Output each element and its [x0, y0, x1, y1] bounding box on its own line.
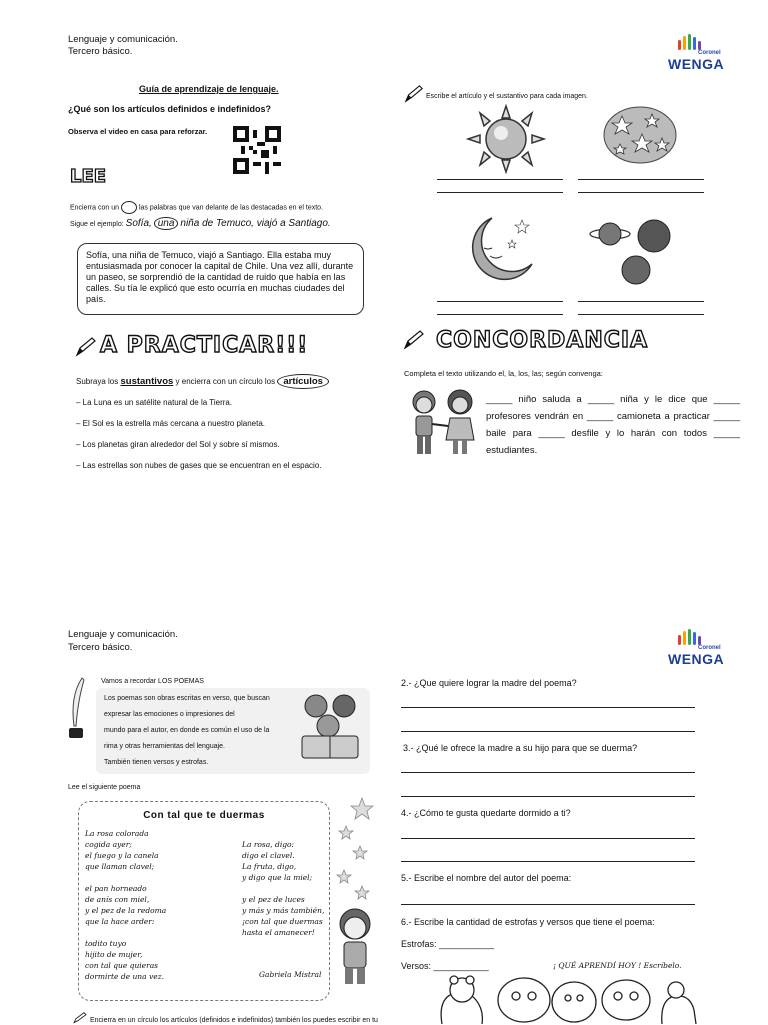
question-5: 5.- Escribe el nombre del autor del poema:	[401, 873, 572, 883]
pencil-icon	[402, 329, 426, 351]
practice-item: – Las estrellas son nubes de gases que se encuentran en el espacio.	[76, 461, 322, 470]
poem-title: Con tal que te duermas	[143, 810, 265, 821]
stars-image	[602, 104, 678, 166]
poem-line: hijito de mujer,	[85, 950, 143, 959]
poem-line: y el pez de la redoma	[85, 906, 167, 915]
example-article: una	[154, 217, 179, 230]
versos-field[interactable]: Versos: ___________	[401, 961, 489, 971]
header-subject: Lenguaje y comunicación.	[68, 629, 178, 640]
pencil-icon	[403, 84, 425, 104]
sleepy-child-image	[334, 906, 376, 988]
poem-right-column	[242, 839, 332, 938]
practice-item: – Los planetas giran alrededor del Sol y sobre sí mismos.	[76, 440, 280, 449]
answer-line[interactable]	[578, 179, 704, 180]
animals-cartoon-image	[436, 970, 698, 1024]
concord-title: CONCORDANCIA	[436, 328, 649, 353]
reading-box	[77, 243, 364, 315]
practice-instr-d: artículos	[277, 374, 329, 389]
recall-title: Vamos a recordar LOS POEMAS	[101, 678, 204, 685]
logo-small-text: Coronel	[698, 645, 721, 651]
question-6: 6.- Escribe la cantidad de estrofas y versos que tiene el poema:	[401, 917, 655, 927]
poem-line: cogida ayer;	[85, 840, 132, 849]
recall-box	[96, 688, 370, 774]
learned-title: ¡ QUÉ APRENDÍ HOY ! Escríbelo.	[553, 961, 682, 970]
school-logo	[664, 629, 730, 669]
instruction-example	[70, 219, 331, 229]
poem-line: La rosa colorada	[85, 829, 149, 838]
empty-circle-icon	[121, 201, 137, 214]
concord-instruction: Completa el texto utilizando el, la, los, las; según convenga:	[404, 369, 603, 378]
moon-image	[462, 212, 538, 288]
read-poem-label: Lee el siguiente poema	[68, 784, 141, 791]
poem-left-column	[85, 828, 225, 982]
poem-author: Gabriela Mistral	[259, 970, 322, 979]
answer-line[interactable]	[401, 838, 695, 839]
kids-reading-image	[294, 690, 366, 762]
example-rest: niña de Temuco, viajó a Santiago.	[180, 218, 331, 229]
answer-line[interactable]	[437, 179, 563, 180]
poem-line	[242, 883, 332, 894]
question-2: 2.- ¿Que quiere lograr la madre del poema?	[401, 678, 577, 688]
poem-line: que llaman clavel;	[85, 862, 155, 871]
poem-line: dormirte de una vez.	[85, 972, 164, 981]
answer-line[interactable]	[401, 796, 695, 797]
practice-item: – El Sol es la estrella más cercana a nuestro planeta.	[76, 419, 265, 428]
header-grade: Tercero básico.	[68, 642, 133, 653]
answer-line[interactable]	[401, 772, 695, 773]
poem-line: y el pez de luces	[242, 895, 305, 904]
answer-line[interactable]	[578, 314, 704, 315]
example-name: Sofía,	[125, 218, 152, 229]
header-grade: Tercero básico.	[68, 46, 133, 57]
practice-instr-c: y encierra con un círculo los	[175, 377, 276, 386]
image-task: Escribe el artículo y el sustantivo para cada imagen.	[426, 93, 588, 100]
practice-instr-a: Subraya los	[76, 377, 119, 386]
poem-line: con tal que quieras	[85, 961, 159, 970]
question-3: 3.- ¿Qué le ofrece la madre a su hijo para que se duerma?	[403, 743, 638, 753]
answer-line[interactable]	[401, 707, 695, 708]
lee-title: LEE	[70, 166, 107, 187]
children-image	[404, 386, 482, 460]
instruction-circle-b: las palabras que van delante de las destacadas en el texto.	[138, 204, 324, 212]
poem-line: y digo que la miel;	[242, 873, 313, 882]
school-logo	[664, 34, 730, 74]
example-label: Sigue el ejemplo:	[70, 221, 124, 228]
poem-line: y más y más también,	[242, 906, 325, 915]
quill-icon	[66, 676, 88, 742]
estrofas-field[interactable]: Estrofas: ___________	[401, 939, 495, 949]
main-question: ¿Qué son los artículos definidos e indefinidos?	[68, 104, 272, 114]
decorative-stars-image	[334, 796, 376, 906]
poem-line: todito tuyo	[85, 939, 127, 948]
qr-code	[233, 126, 281, 174]
sun-image	[466, 104, 546, 174]
logo-small-text: Coronel	[698, 50, 721, 56]
answer-line[interactable]	[401, 904, 695, 905]
answer-line[interactable]	[437, 192, 563, 193]
answer-line[interactable]	[578, 192, 704, 193]
bottom-instruction: Encierra en un círculo los artículos (definidos e indefinidos) también los puedes escribir en tu	[90, 1017, 378, 1024]
practice-instr-b: sustantivos	[120, 376, 174, 387]
answer-line[interactable]	[437, 301, 563, 302]
poem-line: La rosa, digo:	[242, 840, 295, 849]
poem-line: digo el clavel.	[242, 851, 295, 860]
practice-title: A PRACTICAR!!!	[100, 333, 309, 358]
question-4: 4.- ¿Cómo te gusta quedarte dormido a ti?	[401, 808, 571, 818]
logo-main-text: WENGA	[668, 56, 725, 72]
poem-line	[85, 927, 225, 938]
practice-instruction	[76, 377, 329, 387]
poem-line: La fruta, digo,	[242, 862, 297, 871]
poem-box	[78, 801, 330, 1001]
poem-line: hasta el amanecer!	[242, 928, 315, 937]
recall-line: Los poemas son obras escritas en verso, que buscan	[104, 695, 270, 702]
answer-line[interactable]	[437, 314, 563, 315]
guide-title: Guía de aprendizaje de lenguaje.	[139, 84, 279, 94]
concord-text: _____ niño saluda a _____ niña y le dice que _____ profesores vendrán en _____ camioneta a practicar _____ baile para _____ desfile y lo harán con todos _____ estudiantes.	[486, 394, 740, 456]
recall-line: expresar las emociones o impresiones del	[104, 711, 235, 718]
header-subject: Lenguaje y comunicación.	[68, 34, 178, 45]
recall-line: También tienen versos y estrofas.	[104, 759, 209, 766]
practice-item: – La Luna es un satélite natural de la Tierra.	[76, 398, 233, 407]
poem-line: que la hace arder:	[85, 917, 155, 926]
instruction-circle	[70, 201, 323, 214]
instruction-circle-a: Encierra con un	[70, 204, 120, 212]
poem-line: ¡con tal que duermas	[242, 917, 323, 926]
answer-line[interactable]	[401, 731, 695, 732]
poem-line: el pan horneado	[85, 884, 147, 893]
logo-main-text: WENGA	[668, 651, 725, 667]
answer-line[interactable]	[401, 861, 695, 862]
poem-line: de anís con miel,	[85, 895, 150, 904]
recall-line: mundo para el autor, en donde es común el uso de la	[104, 727, 270, 734]
video-note: Observa el video en casa para reforzar.	[68, 127, 208, 136]
recall-line: rima y otras herramientas del lenguaje.	[104, 743, 226, 750]
reading-text: Sofía, una niña de Temuco, viajó a Santiago. Ella estaba muy entusiasmada por conocer la capital de Chile. Una vez allí, durante un paseo, se sorprendió de la cantidad de ruido que había en las calles. Su tía le explicó que esto ocurría en muchas ciudades del país.	[86, 250, 354, 304]
pencil-icon	[74, 336, 98, 358]
answer-line[interactable]	[578, 301, 704, 302]
poem-line	[85, 872, 225, 883]
pencil-icon	[72, 1012, 88, 1024]
planets-image	[588, 214, 678, 286]
poem-line: el fuego y la canela	[85, 851, 159, 860]
